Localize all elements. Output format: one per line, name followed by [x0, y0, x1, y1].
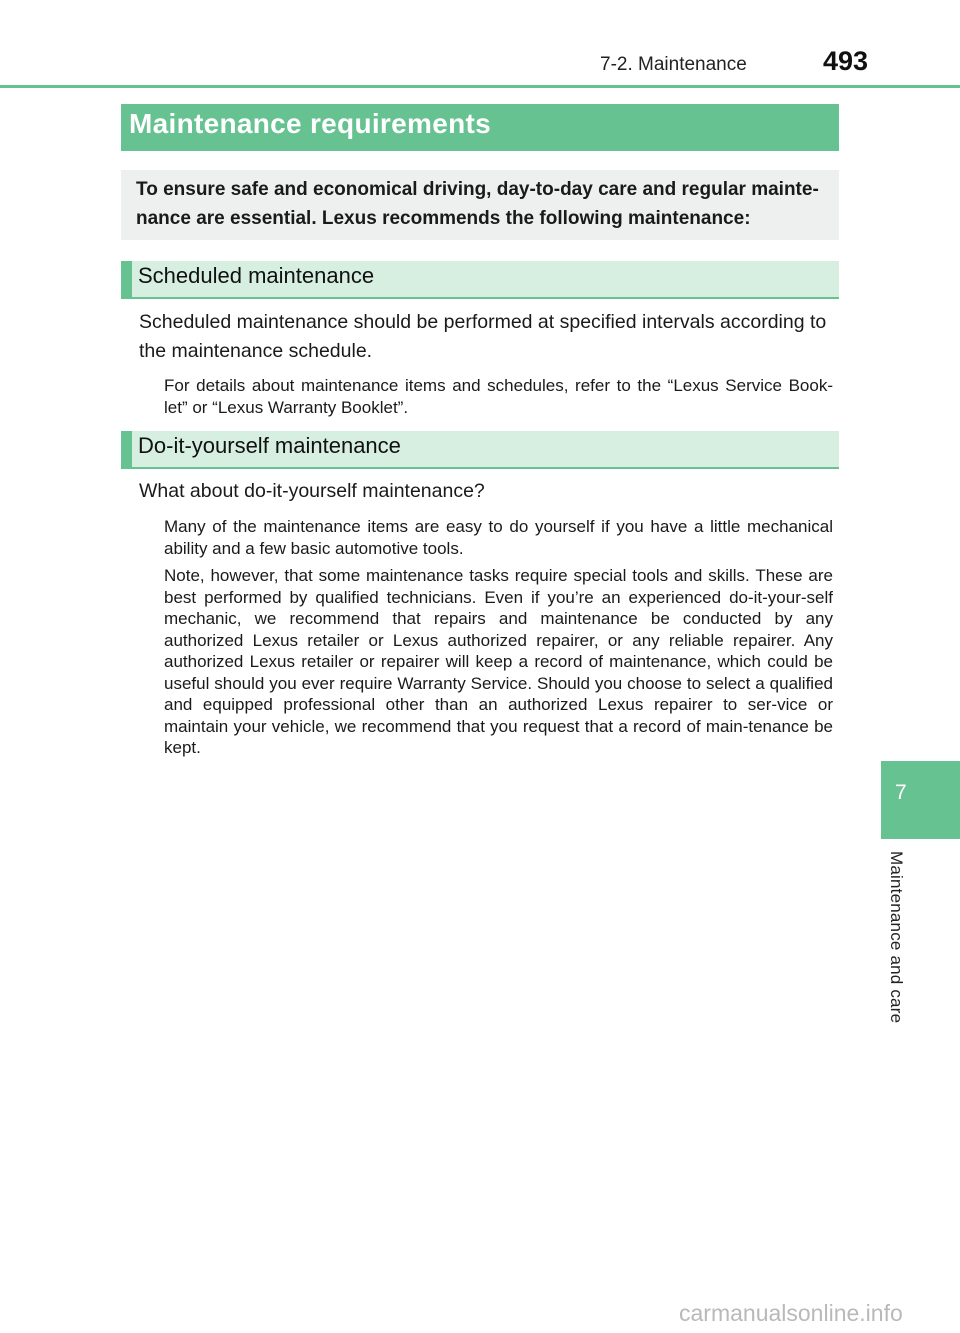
- scheduled-body: Scheduled maintenance should be performed at specified intervals according to the maintenance schedule.: [139, 311, 827, 362]
- diy-paragraph-1: Many of the maintenance items are easy to do yourself if you have a little mechanical ability and a few basic automotive tools.: [164, 517, 833, 558]
- section-heading-scheduled: [121, 261, 839, 299]
- section-accent: [121, 431, 132, 467]
- intro-box: To ensure safe and economical driving, day-to-day care and regular mainte-nance are essential. Lexus recommends the following maintenance:: [121, 170, 839, 240]
- page-number: 493: [823, 46, 869, 76]
- section-accent: [121, 261, 132, 297]
- header-section-title: 7-2. Maintenance: [600, 54, 747, 75]
- section-heading-diy: [121, 431, 839, 469]
- page-title-bar: [121, 104, 839, 151]
- chapter-tab: [881, 761, 960, 839]
- chapter-side-label: Maintenance and care: [887, 851, 906, 1024]
- section-heading-label: Scheduled maintenance: [138, 263, 375, 288]
- scheduled-note: For details about maintenance items and schedules, refer to the “Lexus Service Book-let” or “Lexus Warranty Booklet”.: [164, 376, 833, 417]
- page-title: Maintenance requirements: [129, 108, 491, 139]
- watermark: carmanualsonline.info: [679, 1300, 903, 1326]
- chapter-number: 7: [895, 781, 907, 804]
- diy-question: What about do-it-yourself maintenance?: [139, 480, 485, 502]
- diy-paragraph-2: Note, however, that some maintenance tasks require special tools and skills. These are best performed by qualified technicians. Even if you’re an experienced do-it-your-self mechanic, we recommend that repairs and maintenance be conducted by any authorized Lexus retailer or Lexus authorized repairer, or any reliable repairer. Any authorized Lexus retailer or repairer will keep a record of maintenance, which could be useful should you ever require Warranty Service. Should you choose to select a qualified and equipped professional other than an authorized Lexus repairer to ser-vice or maintain your vehicle, we recommend that you request that a record of main-tenance be kept.: [164, 566, 833, 757]
- header-divider: [0, 85, 960, 88]
- section-heading-label: Do-it-yourself maintenance: [138, 433, 401, 458]
